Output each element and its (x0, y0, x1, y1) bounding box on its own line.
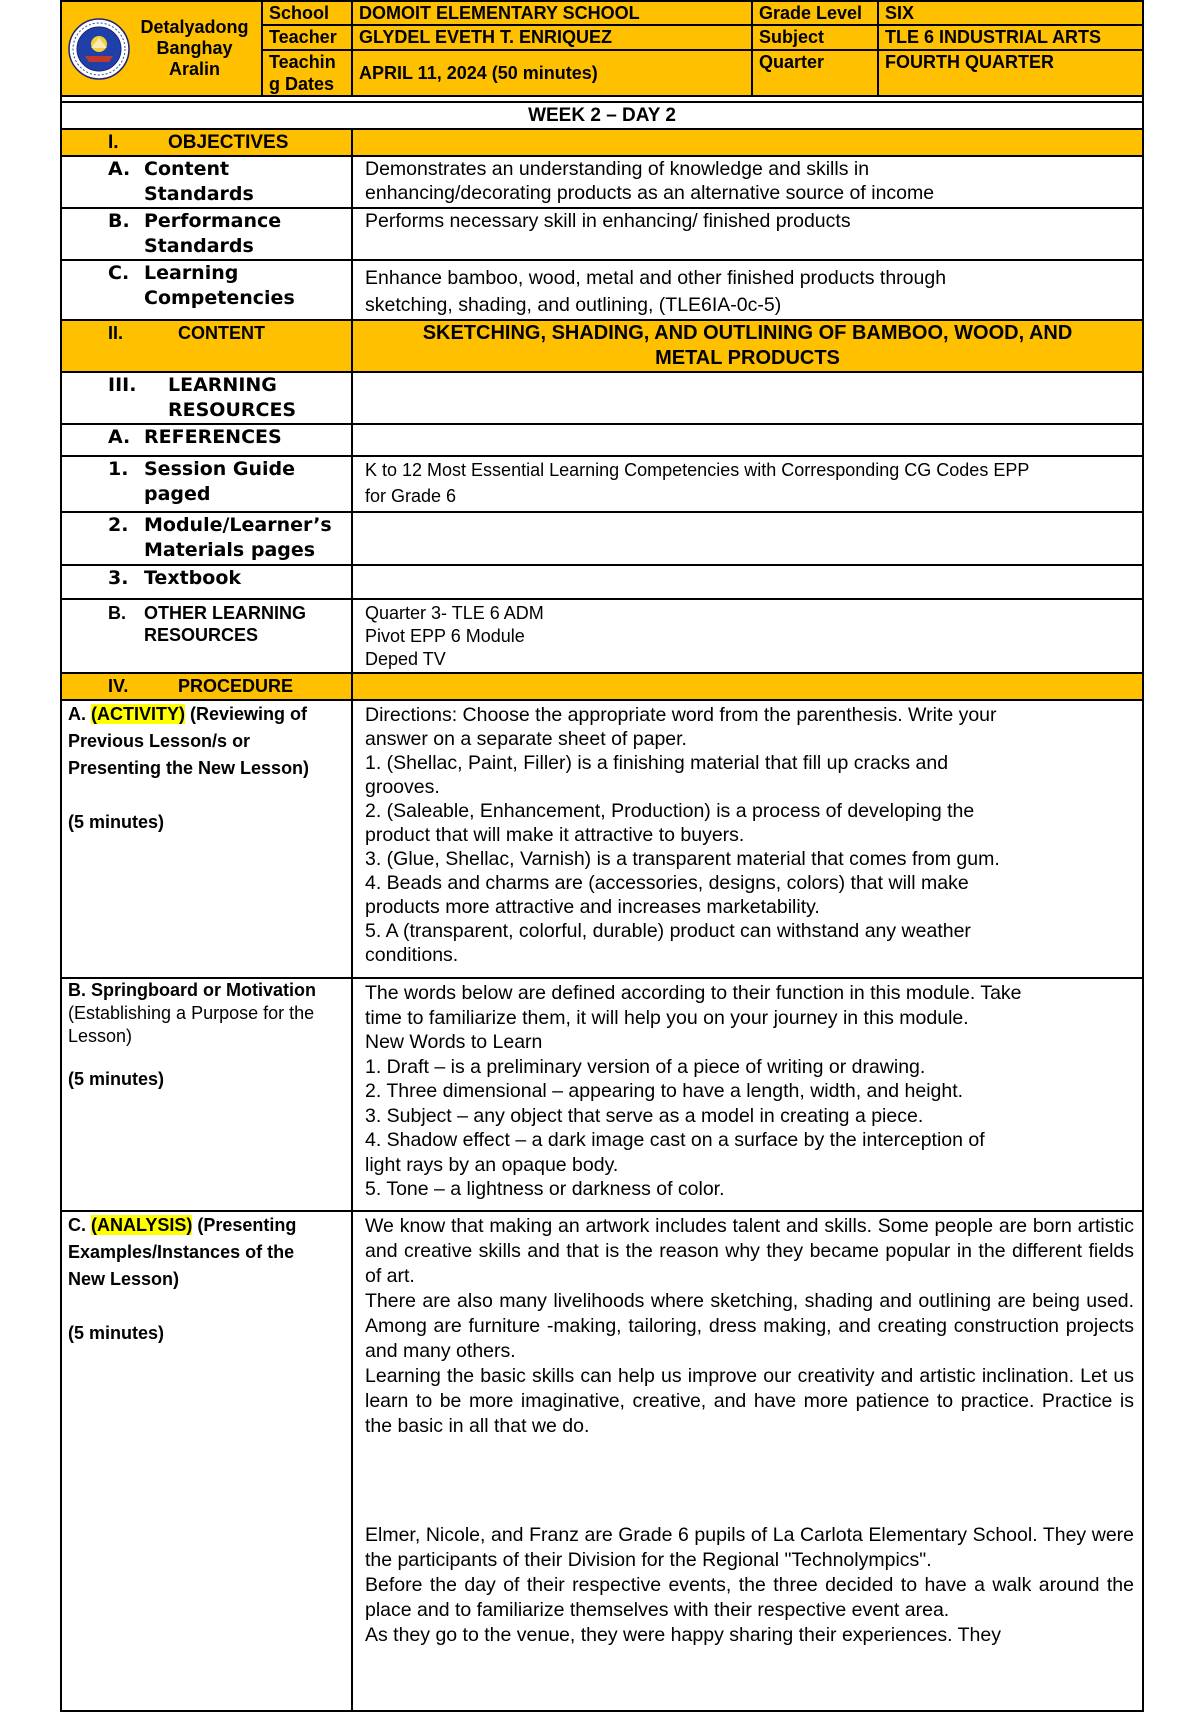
teacher-label: Teacher (262, 25, 352, 50)
textbook-label (61, 565, 352, 599)
step-minutes: (5 minutes) (68, 1069, 165, 1089)
resources-num: III. (108, 374, 137, 396)
text-line: Demonstrates an understanding of knowledge and skills in (365, 158, 870, 180)
doc-title-line3: Aralin (168, 59, 220, 79)
label-line: paged (144, 483, 211, 505)
label-line: Textbook (144, 567, 242, 589)
paragraph: Elmer, Nicole, and Franz are Grade 6 pupils of La Carlota Elementary School. They were the participants of their Division for the Regional "Technolympics". (365, 1524, 1134, 1571)
content-num: II. (108, 323, 124, 343)
text-line: Directions: Choose the appropriate word from the parenthesis. Write your (365, 704, 997, 726)
label-line: Standards (144, 183, 254, 205)
analysis-body (352, 1211, 1143, 1711)
performance-standards-text (352, 208, 1143, 260)
text-line: 4. Shadow effect – a dark image cast on a surface by the interception of (365, 1129, 985, 1151)
subject-value: TLE 6 INDUSTRIAL ARTS (878, 25, 1143, 50)
procedure-title: PROCEDURE (178, 676, 294, 696)
text-line: answer on a separate sheet of paper. (365, 728, 687, 750)
label-line: LEARNING (168, 374, 277, 396)
text-line: sketching, shading, and outlining, (TLE6IA-0c-5) (365, 294, 782, 316)
label-line: New Lesson) (68, 1269, 180, 1289)
dates-label (262, 50, 352, 96)
activity-tag: (ACTIVITY) (91, 704, 186, 724)
label-line: (Presenting (192, 1215, 297, 1235)
deped-seal-icon (68, 18, 130, 80)
dates-label-line1: Teachin (269, 52, 336, 72)
text-line: 3. (Glue, Shellac, Varnish) is a transparent material that comes from gum. (365, 848, 1000, 870)
procedure-heading (61, 673, 352, 700)
text-line: conditions. (365, 944, 459, 966)
dates-value: APRIL 11, 2024 (50 minutes) (352, 50, 752, 96)
subject-label: Subject (752, 25, 878, 50)
label-line: (Reviewing of (185, 704, 308, 724)
content-heading (61, 320, 352, 372)
step-letter: B. (68, 980, 86, 1000)
text-line: New Words to Learn (365, 1031, 543, 1053)
doc-title-line2: Banghay (156, 38, 233, 58)
school-value: DOMOIT ELEMENTARY SCHOOL (352, 1, 752, 25)
performance-standards-label (61, 208, 352, 260)
analysis-label-cell (61, 1211, 352, 1711)
text-line: grooves. (365, 776, 440, 798)
label-line: Module/Learner’s (144, 514, 332, 536)
paragraph: Learning the basic skills can help us improve our creativity and artistic inclination. Let us learn to be more imaginative, creative, and have more patience to practice. Practice is the basic in all that we do. (365, 1365, 1134, 1437)
objectives-num: I. (108, 132, 119, 153)
references-label (61, 424, 352, 456)
learning-resources-heading (61, 372, 352, 424)
module-materials-blank (352, 512, 1143, 565)
learning-competencies-label (61, 260, 352, 320)
text-line: 5. A (transparent, colorful, durable) product can withstand any weather (365, 920, 971, 942)
activity-label-cell (61, 700, 352, 978)
label-line: Standards (144, 235, 254, 257)
text-line: 2. Three dimensional – appearing to have a length, width, and height. (365, 1080, 964, 1102)
teacher-value: GLYDEL EVETH T. ENRIQUEZ (352, 25, 752, 50)
item-letter: C. (108, 262, 130, 284)
dates-label-line2: g Dates (269, 74, 335, 94)
text-line: 1. (Shellac, Paint, Filler) is a finishing material that fill up cracks and (365, 752, 949, 774)
text-line: K to 12 Most Essential Learning Competencies with Corresponding CG Codes EPP (365, 460, 1030, 480)
paragraph: We know that making an artwork includes talent and skills. Some people are born artistic and creative skills and that is the reason why they became popular in the different fields of art. (365, 1215, 1134, 1287)
content-standards-label (61, 156, 352, 208)
label-line: RESOURCES (144, 625, 259, 645)
text-line: 5. Tone – a lightness or darkness of color. (365, 1178, 725, 1200)
text-line: product that will make it attractive to buyers. (365, 824, 745, 846)
label-line: Content (144, 158, 230, 180)
content-topic (352, 320, 1143, 372)
content-standards-text (352, 156, 1143, 208)
other-resources-text (352, 599, 1143, 673)
step-letter: A. (68, 704, 86, 724)
lesson-plan-sheet (60, 0, 1142, 1712)
label-line: Previous Lesson/s or (68, 731, 251, 751)
label-line: Performance (144, 210, 282, 232)
sub-line: Lesson) (68, 1026, 133, 1046)
objectives-title: OBJECTIVES (168, 132, 289, 153)
learning-competencies-text (352, 260, 1143, 320)
text-line: enhancing/decorating products as an alternative source of income (365, 182, 935, 204)
step-letter: C. (68, 1215, 86, 1235)
label-line: Materials pages (144, 539, 316, 561)
module-materials-label (61, 512, 352, 565)
text-line: 4. Beads and charms are (accessories, designs, colors) that will make (365, 872, 969, 894)
label-line: Session Guide (144, 458, 296, 480)
references-blank (352, 424, 1143, 456)
item-num: 3. (108, 567, 129, 589)
label-line: Competencies (144, 287, 295, 309)
sub-line: (Establishing a Purpose for the (68, 1003, 315, 1023)
quarter-value: FOURTH QUARTER (878, 50, 1143, 96)
other-resources-label (61, 599, 352, 673)
text-line: The words below are defined according to their function in this module. Take (365, 982, 1022, 1004)
paragraph: As they go to the venue, they were happy sharing their experiences. They (365, 1624, 1001, 1646)
text-line: Performs necessary skill in enhancing/ finished products (365, 210, 851, 232)
procedure-num: IV. (108, 676, 129, 696)
session-guide-label (61, 456, 352, 512)
textbook-blank (352, 565, 1143, 599)
doc-title-line1: Detalyadong (140, 17, 249, 37)
label-line: Springboard or Motivation (86, 980, 316, 1000)
step-minutes: (5 minutes) (68, 1323, 165, 1343)
item-num: 2. (108, 514, 129, 536)
topic-line: METAL PRODUCTS (655, 347, 840, 369)
text-line: 2. (Saleable, Enhancement, Production) is a process of developing the (365, 800, 975, 822)
text-line: 1. Draft – is a preliminary version of a piece of writing or drawing. (365, 1055, 926, 1078)
text-line: time to familiarize them, it will help you on your journey in this module. (365, 1006, 969, 1029)
label-line: RESOURCES (168, 399, 297, 421)
text-line: Deped TV (365, 649, 446, 669)
label-line: Examples/Instances of the (68, 1242, 295, 1262)
grade-value: SIX (878, 1, 1143, 25)
content-title: CONTENT (178, 323, 265, 343)
paragraph: There are also many livelihoods where sketching, shading and outlining are being used. Among are furniture -making, tailoring, dress making, and creating construction projects and many others. (365, 1290, 1134, 1362)
session-guide-text (352, 456, 1143, 512)
learning-resources-blank (352, 372, 1143, 424)
analysis-tag: (ANALYSIS) (91, 1215, 193, 1235)
grade-label: Grade Level (752, 1, 878, 25)
springboard-body (352, 978, 1143, 1211)
text-line: light rays by an opaque body. (365, 1153, 619, 1176)
text-line: Pivot EPP 6 Module (365, 626, 525, 646)
school-label: School (262, 1, 352, 25)
text-line: Enhance bamboo, wood, metal and other finished products through (365, 267, 947, 289)
topic-line: SKETCHING, SHADING, AND OUTLINING OF BAMBOO, WOOD, AND (422, 322, 1073, 344)
paragraph: Before the day of their respective events, the three decided to have a walk around the place and to familiarize themselves with their respective event area. (365, 1574, 1134, 1621)
quarter-label: Quarter (752, 50, 878, 96)
procedure-heading-blank (352, 673, 1143, 700)
week-day-title: WEEK 2 – DAY 2 (61, 102, 1143, 129)
springboard-label-cell (61, 978, 352, 1211)
item-letter: B. (108, 210, 130, 232)
label-line: Learning (144, 262, 239, 284)
label-line: Presenting the New Lesson) (68, 758, 310, 778)
step-minutes: (5 minutes) (68, 812, 165, 832)
label-line: OTHER LEARNING (144, 603, 306, 623)
item-letter: B. (108, 603, 126, 623)
item-letter: A. (108, 426, 131, 448)
activity-body (352, 700, 1143, 978)
item-num: 1. (108, 458, 129, 480)
objectives-heading-blank (352, 129, 1143, 156)
references-text: REFERENCES (144, 426, 282, 448)
text-line: 3. Subject – any object that serve as a model in creating a piece. (365, 1104, 924, 1127)
text-line: products more attractive and increases marketability. (365, 896, 820, 918)
text-line: for Grade 6 (365, 486, 457, 506)
text-line: Quarter 3- TLE 6 ADM (365, 603, 544, 623)
header-title-cell (61, 1, 262, 96)
item-letter: A. (108, 158, 131, 180)
objectives-heading (61, 129, 352, 156)
